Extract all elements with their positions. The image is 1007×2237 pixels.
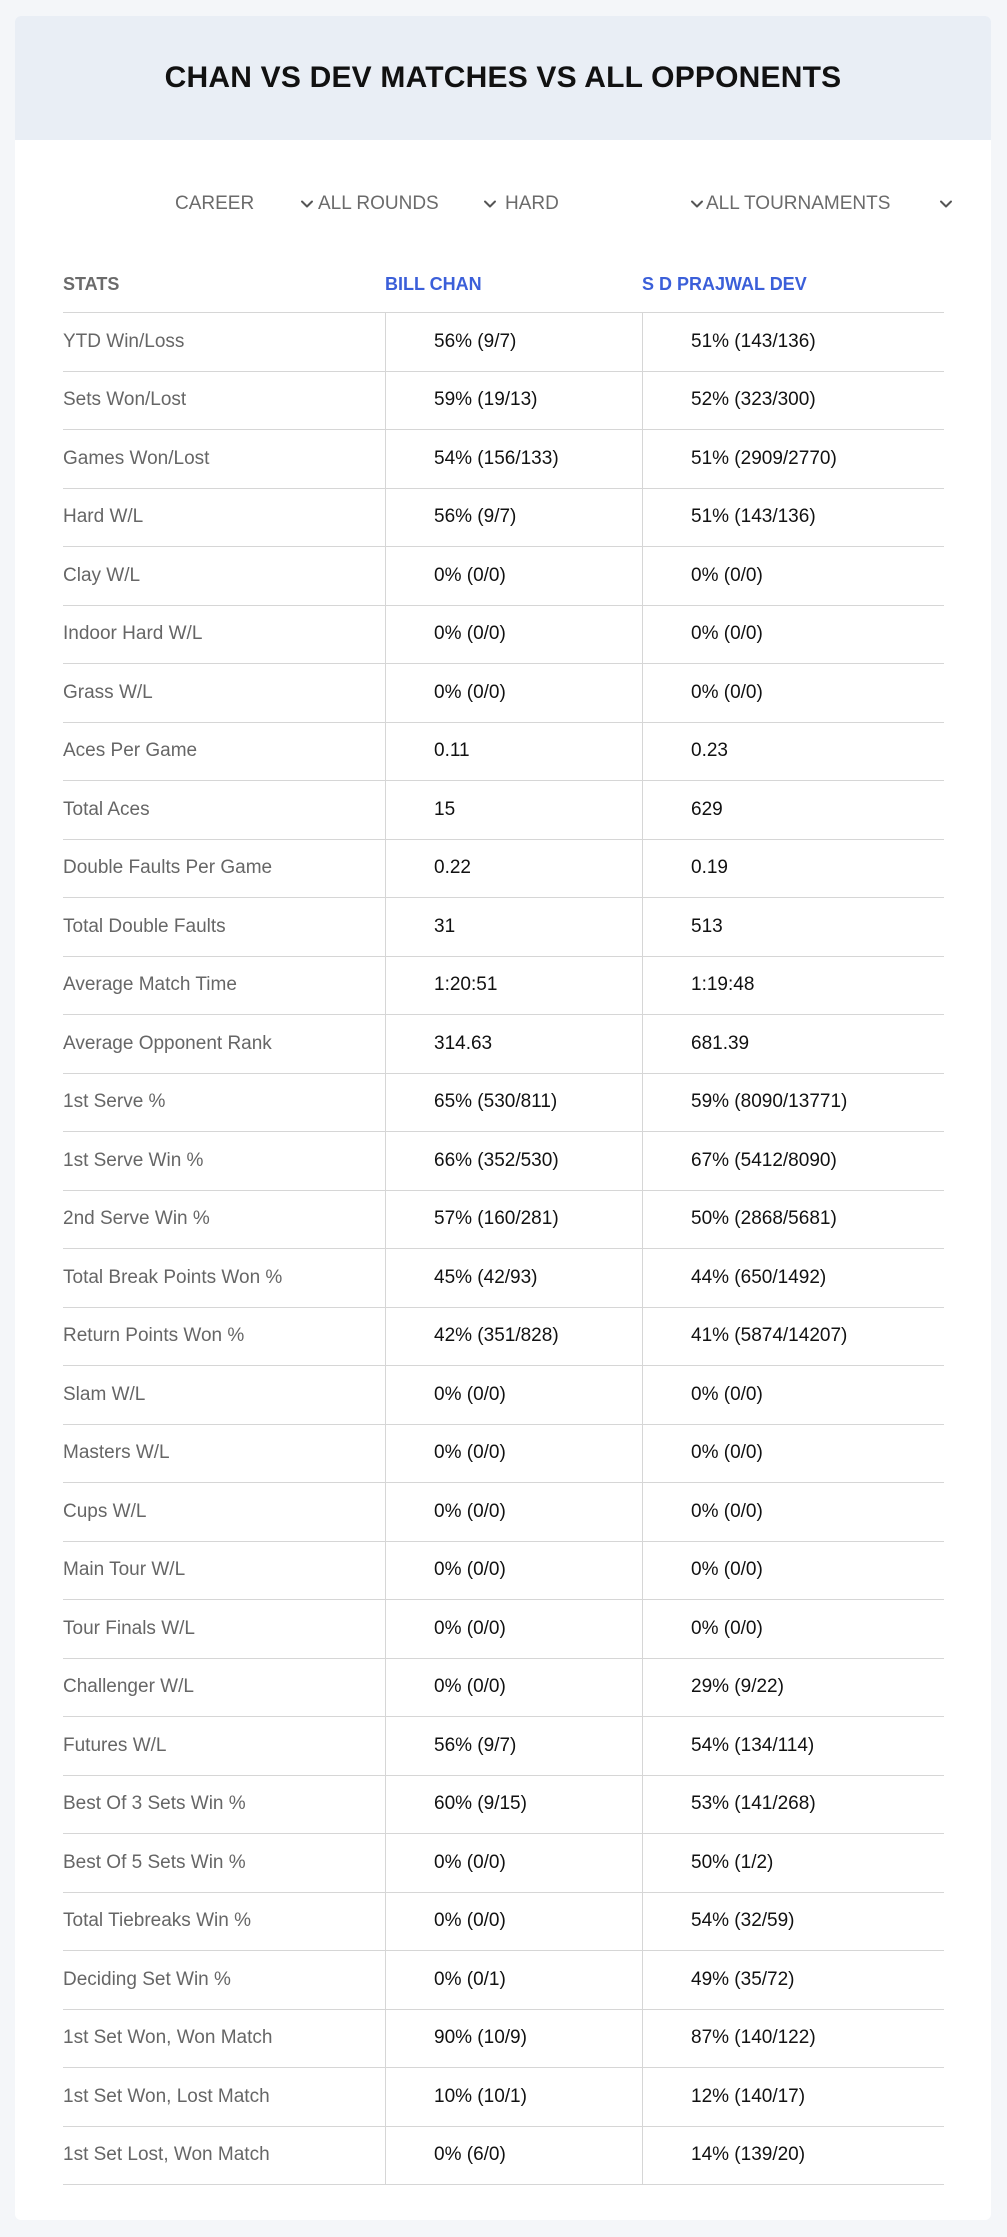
- table-row: [63, 313, 944, 372]
- player2-value: 53% (141/268): [642, 1776, 944, 1834]
- player1-value: 0% (0/0): [385, 664, 642, 722]
- chevron-down-icon: [689, 196, 705, 212]
- stat-label: Total Tiebreaks Win %: [63, 1910, 251, 1932]
- stat-label: Total Aces: [63, 798, 150, 820]
- player2-value: 51% (2909/2770): [642, 430, 944, 488]
- table-row: [63, 1308, 944, 1367]
- player1-value: 90% (10/9): [385, 2010, 642, 2068]
- player2-value: 629: [642, 781, 944, 839]
- table-row: [63, 1132, 944, 1191]
- stat-label: Clay W/L: [63, 564, 141, 586]
- stat-label: Average Opponent Rank: [63, 1032, 272, 1054]
- stat-label: Average Match Time: [63, 974, 237, 996]
- tournaments-select[interactable]: [706, 184, 954, 224]
- surface-select[interactable]: [505, 184, 705, 224]
- table-row: [63, 1249, 944, 1308]
- stat-label: Double Faults Per Game: [63, 857, 273, 879]
- table-row: [63, 1542, 944, 1601]
- player2-link[interactable]: S D PRAJWAL DEV: [642, 274, 807, 294]
- table-row: [63, 2127, 944, 2186]
- table-body: [63, 313, 944, 2185]
- table-row: [63, 2068, 944, 2127]
- table-row: [63, 606, 944, 665]
- table-row: [63, 1659, 944, 1718]
- table-row: [63, 1425, 944, 1484]
- stat-label: Grass W/L: [63, 681, 153, 703]
- chevron-down-icon: [299, 196, 315, 212]
- player1-value: 1:20:51: [385, 957, 642, 1015]
- player2-value: 29% (9/22): [642, 1659, 944, 1717]
- chevron-down-icon: [938, 196, 954, 212]
- table-row: [63, 781, 944, 840]
- player1-value: 0% (0/0): [385, 1483, 642, 1541]
- stat-label: Best Of 5 Sets Win %: [63, 1851, 246, 1873]
- stat-label: Return Points Won %: [63, 1325, 245, 1347]
- player1-value: 0% (0/0): [385, 1893, 642, 1951]
- stat-label: Slam W/L: [63, 1383, 146, 1405]
- player1-value: 0% (0/0): [385, 547, 642, 605]
- page-title: CHAN VS DEV MATCHES VS ALL OPPONENTS: [164, 61, 842, 94]
- table-row: [63, 957, 944, 1016]
- player2-value: 52% (323/300): [642, 372, 944, 430]
- stat-label: Masters W/L: [63, 1442, 170, 1464]
- table-row: [63, 1015, 944, 1074]
- player2-value: 50% (1/2): [642, 1834, 944, 1892]
- player2-value: 44% (650/1492): [642, 1249, 944, 1307]
- player1-value: 0% (0/0): [385, 1600, 642, 1658]
- table-row: [63, 430, 944, 489]
- stat-label: Challenger W/L: [63, 1676, 194, 1698]
- table-row: [63, 664, 944, 723]
- stat-label: YTD Win/Loss: [63, 330, 185, 352]
- stat-label: 2nd Serve Win %: [63, 1208, 210, 1230]
- stat-label: Hard W/L: [63, 506, 144, 528]
- stat-label: Total Break Points Won %: [63, 1266, 283, 1288]
- player2-value: 681.39: [642, 1015, 944, 1073]
- player2-value: 87% (140/122): [642, 2010, 944, 2068]
- player1-value: 57% (160/281): [385, 1191, 642, 1249]
- player1-value: 0% (0/0): [385, 1542, 642, 1600]
- table-header: [63, 246, 944, 313]
- stat-label: Deciding Set Win %: [63, 1968, 231, 1990]
- player2-value: 0.23: [642, 723, 944, 781]
- player2-value: 51% (143/136): [642, 489, 944, 547]
- stat-label: Main Tour W/L: [63, 1559, 186, 1581]
- player1-value: 314.63: [385, 1015, 642, 1073]
- player1-value: 0% (0/0): [385, 1659, 642, 1717]
- stat-label: Indoor Hard W/L: [63, 623, 203, 645]
- player2-value: 67% (5412/8090): [642, 1132, 944, 1190]
- filter-bar: [15, 184, 991, 224]
- player2-value: 14% (139/20): [642, 2127, 944, 2185]
- stat-label: Aces Per Game: [63, 740, 198, 762]
- player2-value: 1:19:48: [642, 957, 944, 1015]
- player2-value: 51% (143/136): [642, 313, 944, 371]
- player1-value: 15: [385, 781, 642, 839]
- table-row: [63, 1776, 944, 1835]
- stats-column-header: STATS: [63, 274, 120, 294]
- table-row: [63, 1074, 944, 1133]
- stat-label: Futures W/L: [63, 1734, 167, 1756]
- surface-select-value: HARD: [505, 193, 559, 214]
- career-select[interactable]: [175, 184, 315, 224]
- player2-value: 0% (0/0): [642, 1425, 944, 1483]
- player2-value: 49% (35/72): [642, 1951, 944, 2009]
- player2-value: 0% (0/0): [642, 547, 944, 605]
- player1-value: 59% (19/13): [385, 372, 642, 430]
- stats-table: [63, 246, 944, 2185]
- player2-value: 513: [642, 898, 944, 956]
- career-select-value: CAREER: [175, 193, 255, 214]
- stat-label: Total Double Faults: [63, 915, 226, 937]
- player1-value: 0% (0/1): [385, 1951, 642, 2009]
- table-row: [63, 840, 944, 899]
- player1-value: 45% (42/93): [385, 1249, 642, 1307]
- player1-value: 0% (0/0): [385, 1834, 642, 1892]
- player2-value: 0% (0/0): [642, 606, 944, 664]
- stat-label: Games Won/Lost: [63, 447, 210, 469]
- table-row: [63, 1834, 944, 1893]
- player2-value: 0% (0/0): [642, 1600, 944, 1658]
- table-row: [63, 1600, 944, 1659]
- player1-value: 0% (0/0): [385, 1425, 642, 1483]
- table-row: [63, 1483, 944, 1542]
- player1-value: 56% (9/7): [385, 1717, 642, 1775]
- stat-label: Tour Finals W/L: [63, 1617, 195, 1639]
- player2-value: 50% (2868/5681): [642, 1191, 944, 1249]
- player1-value: 54% (156/133): [385, 430, 642, 488]
- stat-label: 1st Serve Win %: [63, 1149, 204, 1171]
- player1-value: 10% (10/1): [385, 2068, 642, 2126]
- table-row: [63, 1191, 944, 1250]
- player2-value: 0.19: [642, 840, 944, 898]
- player1-value: 0.11: [385, 723, 642, 781]
- stat-label: 1st Set Won, Won Match: [63, 2027, 273, 2049]
- table-row: [63, 1951, 944, 2010]
- player2-value: 0% (0/0): [642, 1542, 944, 1600]
- table-row: [63, 1717, 944, 1776]
- player2-value: 41% (5874/14207): [642, 1308, 944, 1366]
- player2-value: 54% (32/59): [642, 1893, 944, 1951]
- player2-value: 0% (0/0): [642, 1366, 944, 1424]
- table-row: [63, 2010, 944, 2069]
- player1-value: 56% (9/7): [385, 313, 642, 371]
- player1-value: 0.22: [385, 840, 642, 898]
- table-row: [63, 1366, 944, 1425]
- player1-value: 0% (0/0): [385, 606, 642, 664]
- player1-link[interactable]: BILL CHAN: [385, 274, 482, 294]
- rounds-select-value: ALL ROUNDS: [318, 193, 439, 214]
- rounds-select[interactable]: [318, 184, 498, 224]
- player1-value: 0% (6/0): [385, 2127, 642, 2185]
- player1-value: 0% (0/0): [385, 1366, 642, 1424]
- player2-value: 54% (134/114): [642, 1717, 944, 1775]
- table-row: [63, 372, 944, 431]
- player2-value: 12% (140/17): [642, 2068, 944, 2126]
- table-row: [63, 723, 944, 782]
- stat-label: 1st Set Lost, Won Match: [63, 2144, 270, 2166]
- table-row: [63, 547, 944, 606]
- stats-card: [15, 16, 991, 2220]
- table-row: [63, 1893, 944, 1952]
- tournaments-select-value: ALL TOURNAMENTS: [706, 193, 891, 214]
- stat-label: 1st Set Won, Lost Match: [63, 2085, 270, 2107]
- chevron-down-icon: [482, 196, 498, 212]
- player1-value: 42% (351/828): [385, 1308, 642, 1366]
- player1-value: 60% (9/15): [385, 1776, 642, 1834]
- stat-label: Best Of 3 Sets Win %: [63, 1793, 246, 1815]
- table-row: [63, 489, 944, 548]
- player1-value: 31: [385, 898, 642, 956]
- stat-label: Sets Won/Lost: [63, 389, 187, 411]
- player1-value: 56% (9/7): [385, 489, 642, 547]
- table-row: [63, 898, 944, 957]
- player1-value: 66% (352/530): [385, 1132, 642, 1190]
- player2-value: 0% (0/0): [642, 664, 944, 722]
- card-header: [15, 16, 991, 140]
- player2-value: 59% (8090/13771): [642, 1074, 944, 1132]
- player1-value: 65% (530/811): [385, 1074, 642, 1132]
- player2-value: 0% (0/0): [642, 1483, 944, 1541]
- stat-label: Cups W/L: [63, 1500, 147, 1522]
- stat-label: 1st Serve %: [63, 1091, 166, 1113]
